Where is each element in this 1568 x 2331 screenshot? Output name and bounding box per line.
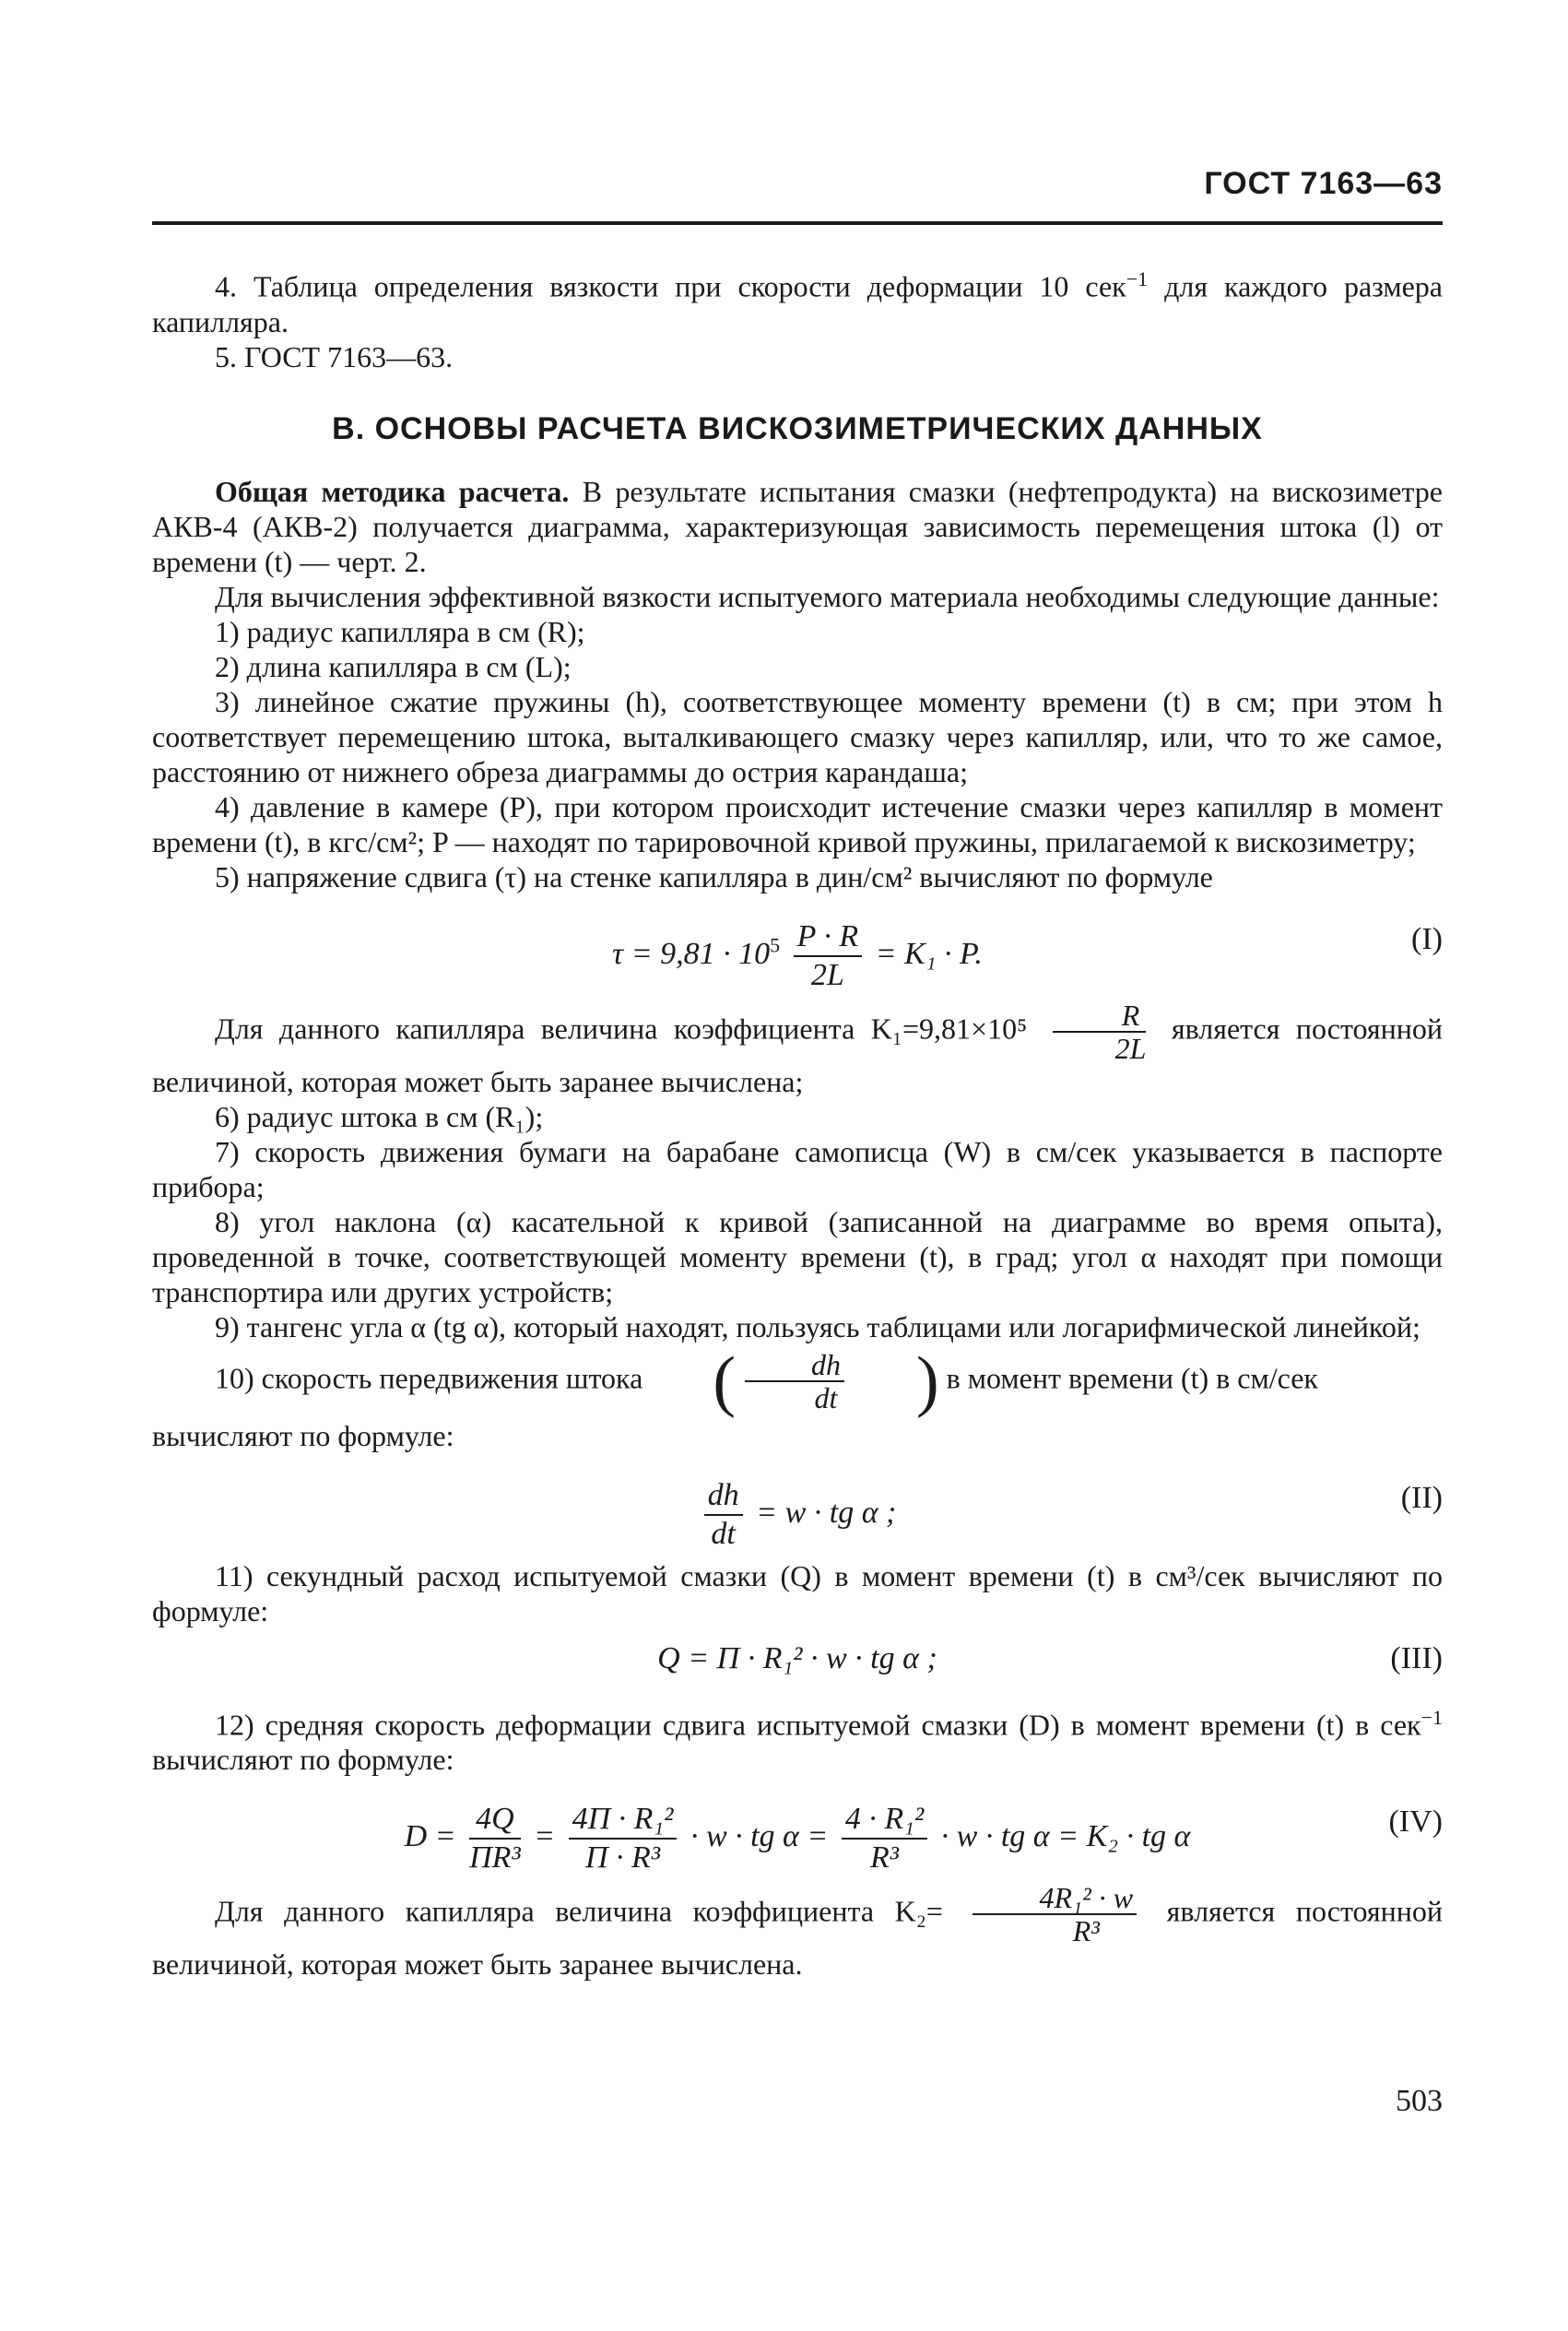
page-number: 503: [1396, 2084, 1443, 2118]
list-item-6: 6) радиус штока в см (R₁);: [215, 1099, 544, 1133]
formula-2: $\frac{dh}{dt}$ = w · tg α ; (II): [152, 1461, 1443, 1549]
list-item-2: 2) длина капилляра в см (L);: [215, 649, 572, 683]
list-item-9: 9) тангенс угла α (tg α), который находят, пользуясь таблицами или логарифмической линейкой;: [215, 1309, 1421, 1343]
formula-2-label: (II): [1400, 1480, 1443, 1515]
formula-1: $\tau = 9,81 \cdot 10^5$ $\frac{P \cdot R}{2L}$ = K₁ · P. (I): [612, 918, 1443, 992]
intro-item-5: 5. ГОСТ 7163—63.: [215, 339, 454, 373]
paragraph-data-needed: Для вычисления эффективной вязкости испытуемого материала необходимы следующие данные:: [215, 579, 1440, 613]
list-item-11: 11) секундный расход испытуемой смазки (Q) в момент времени (t) в см³/сек вычисляют по формуле:: [152, 1558, 1443, 1627]
intro-item-4: 4. Таблица определения вязкости при скорости деформации 10 сек$^{-1}$ для каждого размера капилляра.: [152, 267, 1444, 338]
list-item-10-continuation: вычисляют по формуле:: [152, 1418, 454, 1452]
document-body: [152, 262, 1443, 1982]
list-item-3: 3) линейное сжатие пружины (h), соответствующее моменту времени (t) в см; при этом h соответствует перемещению штока, выталкивающего смазку через капилляр, или, что то же самое, расстоянию от нижнего обреза диаграммы до острия карандаша;: [152, 684, 1443, 788]
formula-2-fraction: $\frac{dh}{dt}$: [704, 1477, 743, 1553]
formula-4-label: (IV): [1388, 1804, 1443, 1840]
k2-definition: Для данного капилляра величина коэффициента K₂= $\frac{\text{4R₁² · w}}{\text{R³}}$ является постоянной величиной, которая может быть заранее вычислена.: [152, 1881, 1444, 1982]
paragraph-method: Общая методика расчета. В результате испытания смазки (нефтепродукта) на вискозиметре АКВ-4 (АКВ-2) получается диаграмма, характеризующая зависимость перемещения штока (l) от времени (t) — черт. 2.: [152, 474, 1444, 578]
list-item-12: 12) средняя скорость деформации сдвига испытуемой смазки (D) в момент времени (t) в сек$^{-1}$ вычисляют по формуле:: [152, 1705, 1444, 1777]
list-item-7: 7) скорость движения бумаги на барабане самописца (W) в см/сек указывается в паспорте прибора;: [152, 1134, 1443, 1203]
document-page: [152, 0, 1443, 2331]
formula-1-fraction: $\frac{P \cdot R}{2L}$: [794, 918, 862, 994]
header-rule: [152, 221, 1443, 225]
list-item-8: 8) угол наклона (α) касательной к кривой (записанной на диаграмме во время опыта), проведенной в точке, соответствующей моменту времени (t), в град; угол α находят при помощи транспортира или других устройств;: [152, 1204, 1443, 1308]
list-item-10: 10) скорость передвижения штока ( $\frac{dh}{dt}$ ) в момент времени (t) в см/сек: [215, 1343, 1318, 1419]
k1-definition: Для данного капилляра величина коэффициента K₁=9,81×10⁵ $\frac{R}{2L}$ является постоянной величиной, которая может быть заранее вычислена;: [152, 998, 1444, 1098]
k1-fraction: $\frac{R}{2L}$: [1053, 1000, 1147, 1064]
formula-4: D = $\frac{4Q}{\text{ΠR³}}$ = $\frac{\text{4Π · R₁²}}{\text{Π · R³}}$ · w · tg α = $\frac{\text{4 · R₁²}}{\text{R³}}$ · w · tg α = K₂ · tg α (IV): [404, 1802, 1443, 1875]
paragraph-lead: Общая методика расчета.: [215, 474, 570, 508]
k2-fraction: $\frac{\text{4R₁² · w}}{\text{R³}}$: [973, 1882, 1137, 1946]
formula-3-label: (III): [1390, 1640, 1443, 1675]
section-title: В. ОСНОВЫ РАСЧЕТА ВИСКОЗИМЕТРИЧЕСКИХ ДАННЫХ: [332, 410, 1263, 446]
dhdt-fraction: $\frac{dh}{dt}$: [745, 1349, 844, 1414]
list-item-4: 4) давление в камере (P), при котором происходит истечение смазки через капилляр в момент времени (t), в кгс/см²; P — находят по тарировочной кривой пружины, прилагаемой к вискозиметру;: [152, 789, 1443, 858]
list-item-5: 5) напряжение сдвига (τ) на стенке капилляра в дин/см² вычисляют по формуле: [215, 859, 1213, 893]
formula-1-label: (I): [1411, 921, 1443, 956]
list-item-1: 1) радиус капилляра в см (R);: [215, 614, 585, 648]
document-header: ГОСТ 7163—63: [1204, 166, 1443, 201]
formula-3: Q = Π · R₁² · w · tg α ; (III): [657, 1640, 1443, 1675]
